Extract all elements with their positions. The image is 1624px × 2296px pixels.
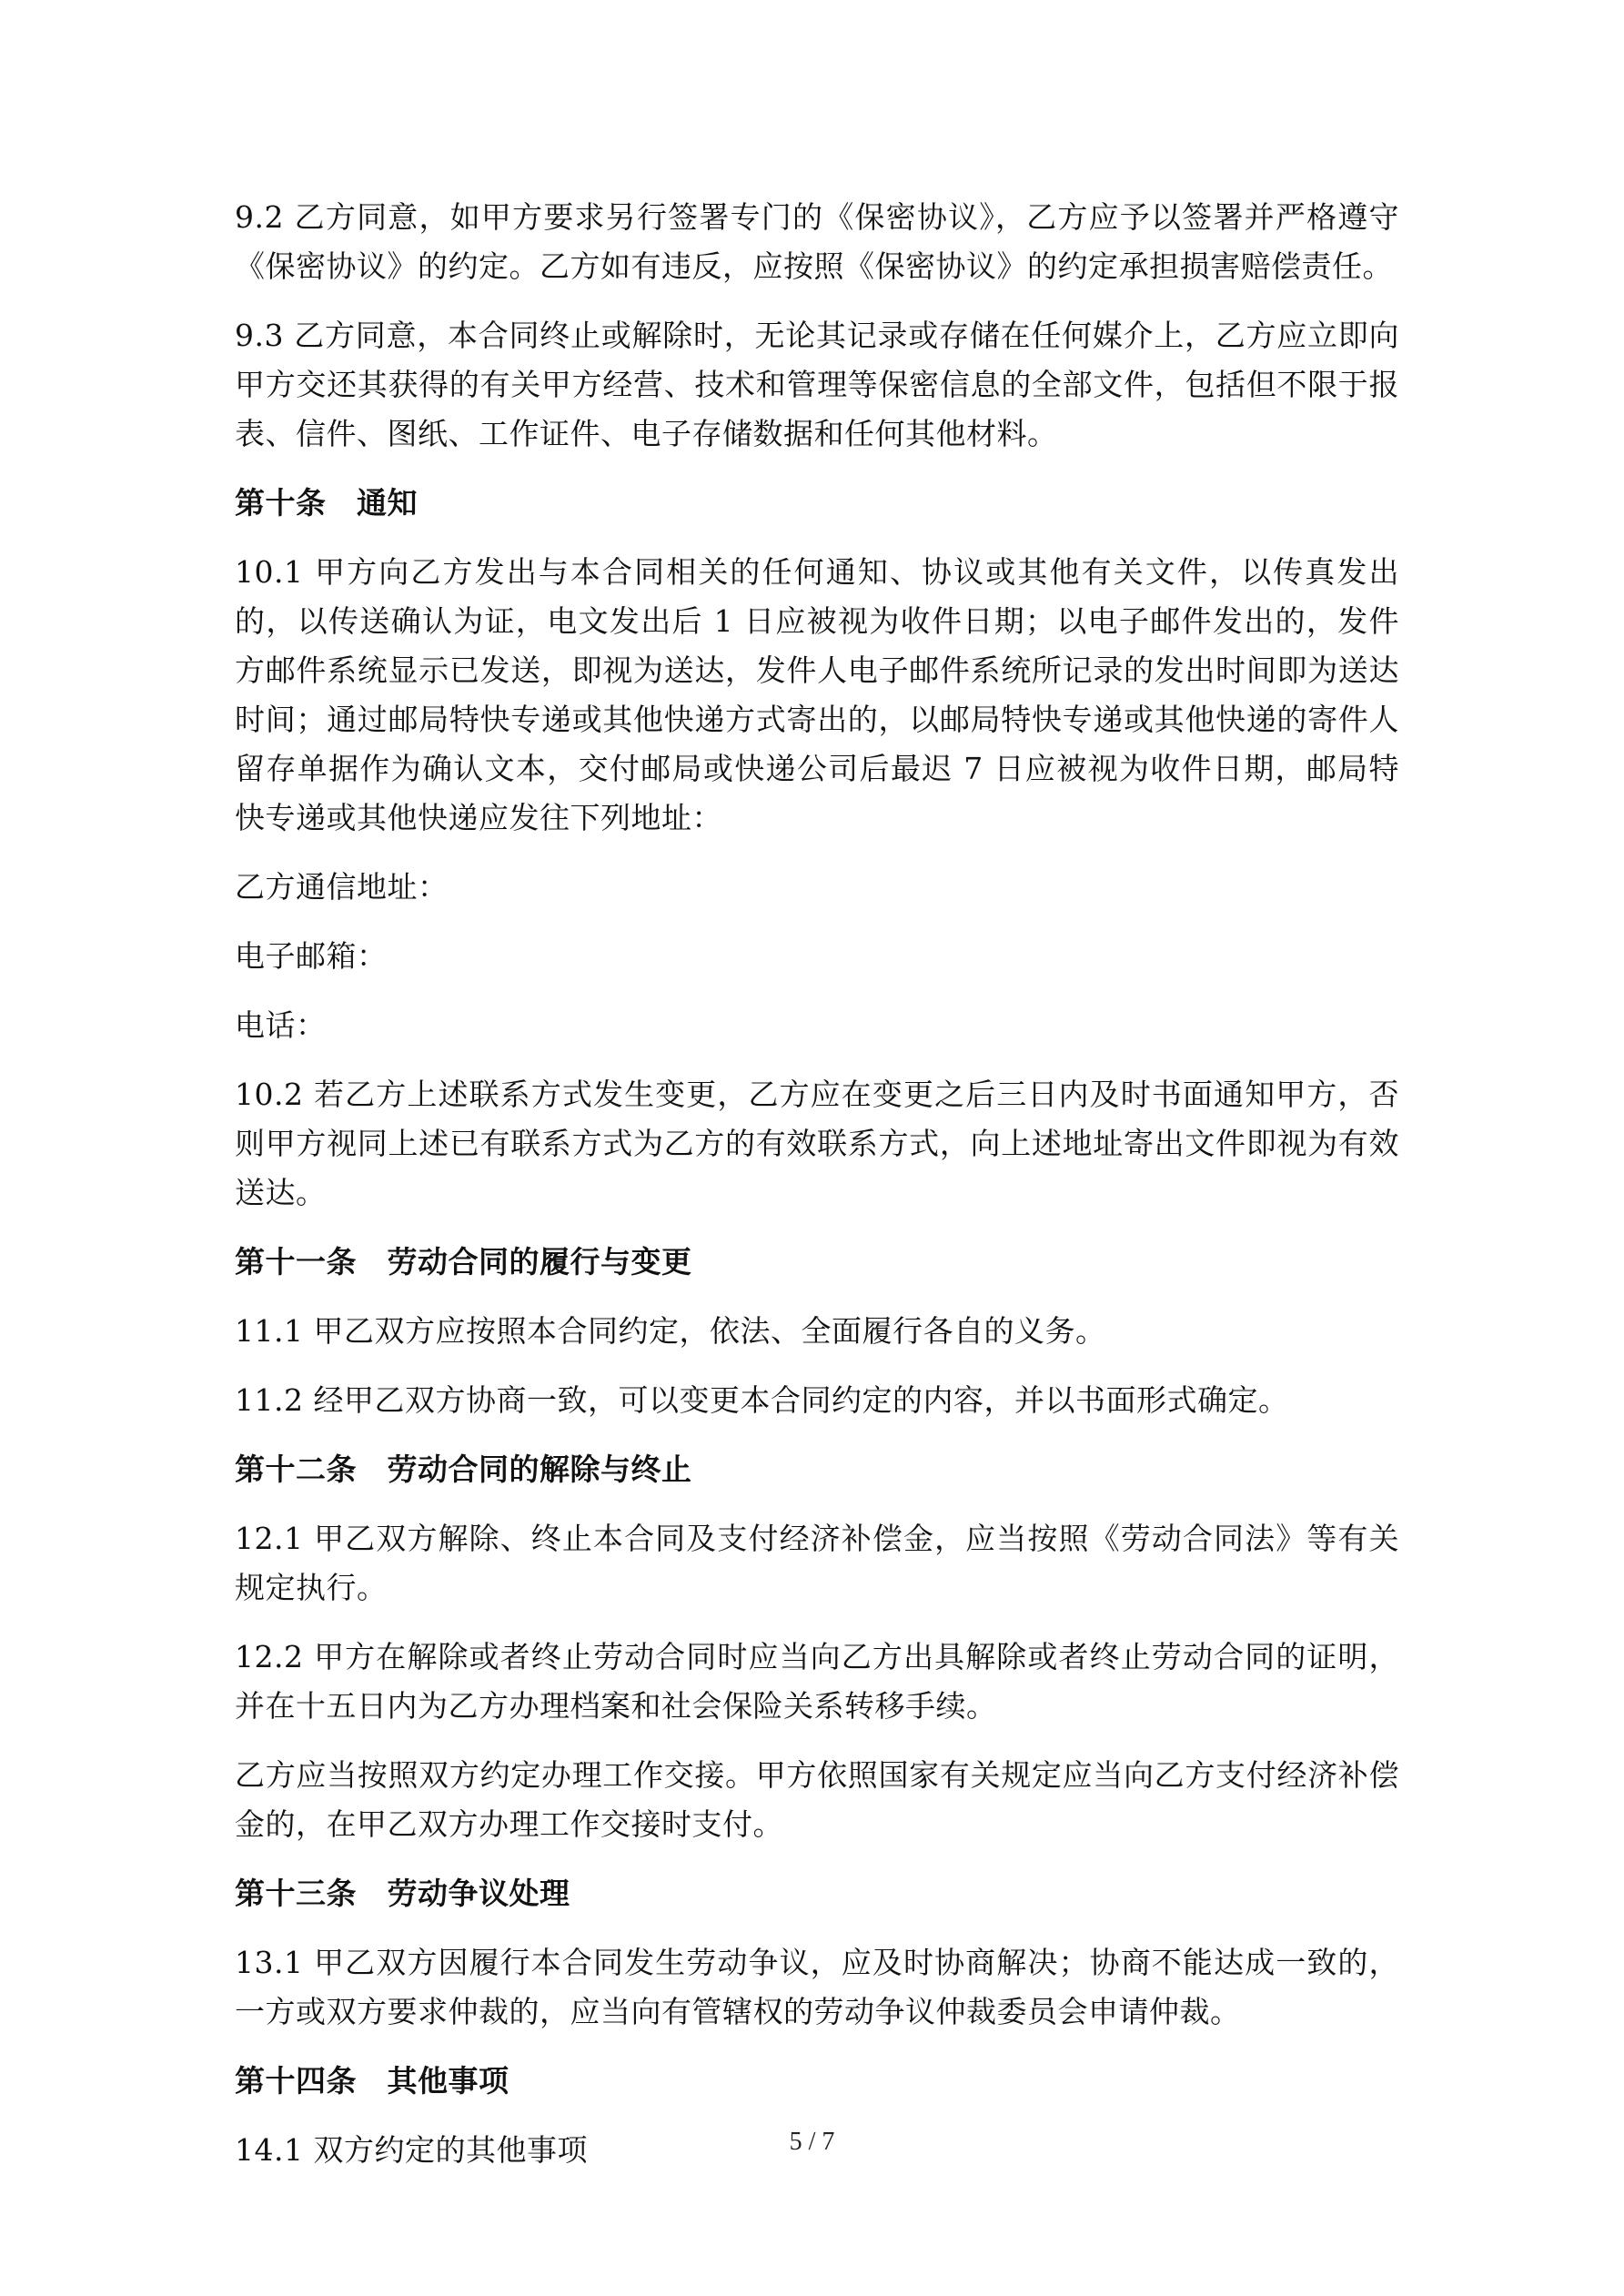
clause-11-2: 11.2 经甲乙双方协商一致，可以变更本合同约定的内容，并以书面形式确定。 — [235, 1382, 1289, 1418]
clause-14-1: 14.1 双方约定的其他事项 — [235, 2132, 588, 2168]
clause-12-1: 12.1 甲乙双方解除、终止本合同及支付经济补偿金，应当按照《劳动合同法》等有关规定执行。 — [235, 1521, 1399, 1605]
article-12-heading: 第十二条 劳动合同的解除与终止 — [235, 1451, 692, 1487]
clause-12-2: 12.2 甲方在解除或者终止劳动合同时应当向乙方出具解除或者终止劳动合同的证明，并在十五日内为乙方办理档案和社会保险关系转移手续。 — [235, 1639, 1399, 1724]
clause-13-1: 13.1 甲乙双方因履行本合同发生劳动争议，应及时协商解决；协商不能达成一致的，一方或双方要求仲裁的，应当向有管辖权的劳动争议仲裁委员会申请仲裁。 — [235, 1945, 1399, 2029]
clause-10-2: 10.2 若乙方上述联系方式发生变更，乙方应在变更之后三日内及时书面通知甲方，否则甲方视同上述已有联系方式为乙方的有效联系方式，向上述地址寄出文件即视为有效送达。 — [235, 1077, 1399, 1210]
email-field-label: 电子邮箱： — [235, 938, 388, 974]
clause-11-1: 11.1 甲乙双方应按照本合同约定，依法、全面履行各自的义务。 — [235, 1313, 1106, 1349]
clause-12-3: 乙方应当按照双方约定办理工作交接。甲方依照国家有关规定应当向乙方支付经济补偿金的，在甲乙双方办理工作交接时支付。 — [235, 1757, 1399, 1842]
page-number: 5 / 7 — [789, 2128, 835, 2156]
clause-10-1: 10.1 甲方向乙方发出与本合同相关的任何通知、协议或其他有关文件，以传真发出的，以传送确认为证，电文发出后 1 日应被视为收件日期；以电子邮件发出的，发件方邮件系统显示已发送，即视为送达，发件人电子邮件系统所记录的发出时间即为送达时间；通过邮局特快专递或其他快递方式寄出的，以邮局特快专递或其他快递的寄件人留存单据作为确认文本，交付邮局或快递公司后最迟 7 日应被视为收件日期，邮局特快专递或其他快递应发往下列地址： — [235, 554, 1399, 835]
article-13-heading: 第十三条 劳动争议处理 — [235, 1876, 570, 1911]
article-10-heading: 第十条 通知 — [235, 485, 418, 521]
document-body — [235, 193, 1399, 2195]
clause-9-3: 9.3 乙方同意，本合同终止或解除时，无论其记录或存储在任何媒介上，乙方应立即向甲方交还其获得的有关甲方经营、技术和管理等保密信息的全部文件，包括但不限于报表、信件、图纸、工作证件、电子存储数据和任何其他材料。 — [235, 318, 1399, 451]
article-14-heading: 第十四条 其他事项 — [235, 2063, 509, 2099]
phone-field-label: 电话： — [235, 1007, 327, 1043]
article-11-heading: 第十一条 劳动合同的履行与变更 — [235, 1244, 692, 1279]
clause-9-2: 9.2 乙方同意，如甲方要求另行签署专门的《保密协议》，乙方应予以签署并严格遵守《保密协议》的约定。乙方如有违反，应按照《保密协议》的约定承担损害赔偿责任。 — [235, 199, 1399, 284]
address-field-label: 乙方通信地址： — [235, 869, 449, 905]
